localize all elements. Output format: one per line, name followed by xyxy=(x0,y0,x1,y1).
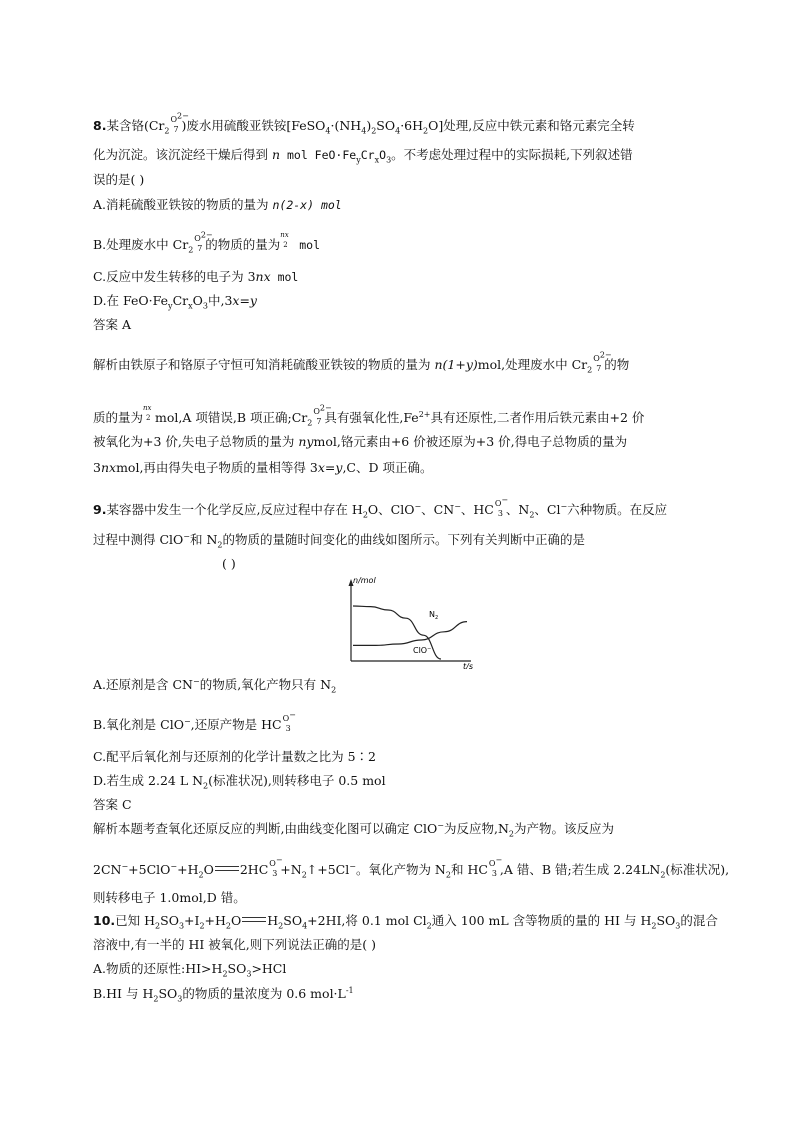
q9-number: 9. xyxy=(93,502,107,517)
q9-stem-line2: 过程中测得 ClO−和 $N_2$的物质的量随时间变化的曲线如图所示。下列有关判断中正确的是 xyxy=(93,531,586,550)
series-line-n2 xyxy=(353,622,467,646)
q9-option-c: C.配平后氧化剂与还原剂的化学计量数之比为 5∶2 xyxy=(93,749,376,764)
q8-explanation-line2: 质的量为 nx 2 mol,A 项错误,B 项正确$;Cr_2$ $O^{2-}$ 7 具有强氧化性$,Fe^{2+}$具有还原性,二者作用后铁元素由+2 价 xyxy=(93,403,645,428)
q8-option-c: C.反应中发生转移的电子为 3nx mol xyxy=(93,269,299,284)
q8-answer: 答案 A xyxy=(93,317,132,332)
q10-number: 10. xyxy=(93,913,116,928)
q9-option-d: D.若生成 2.24 L $N_2$(标准状况),则转移电子 0.5 mol xyxy=(93,773,386,791)
q10-option-b: B.HI 与 $H_2SO_3$的物质的量浓度为 0.6 $mol\cdot L^{-1}$ xyxy=(93,985,354,1004)
series-label-clo: ClO− xyxy=(413,646,432,655)
q9-explanation-line2: $2CN^-+5ClO^-+H_2O$ 2HC O− 3 $+N_2↑+5Cl^-$。氧化产物为 $N_2$和 HC O− 3 ,A 错、B 错;若生成 $2.24LN_2$(标准状况), xyxy=(93,855,730,880)
q9-answer: 答案 C xyxy=(93,797,132,812)
q8-option-a: A.消耗硫酸亚铁铵的物质的量为 n(2-x) mol xyxy=(93,197,342,212)
dichromate-ion: $O^{2-}$ 7 xyxy=(170,111,189,134)
q8-explanation-line1: 解析由铁原子和铬原子守恒可知消耗硫酸亚铁铵的物质的量为 n(1+y)mol,处理废水中 $Cr_2$ $O^{2-}$ 7 的物 xyxy=(93,350,630,375)
q9-option-b: B.氧化剂是 ClO−,还原产物是 HC O− 3 xyxy=(93,710,296,733)
bicarbonate-ion: O− 3 xyxy=(494,495,509,518)
q8-stem-line3: 误的是( ) xyxy=(93,172,145,187)
q10-option-a: A.物质的还原性$:HI>H_2SO_3>HCl$ xyxy=(93,961,287,979)
x-axis-label: t/s xyxy=(463,662,473,669)
q8-number: 8. xyxy=(93,118,107,133)
q8-option-b: B.处理废水中 $Cr_2$ $O^{2-}$ 7 的物质的量为 nx 2 mol xyxy=(93,230,320,255)
q9-option-a: A.还原剂是含 CN−的物质,氧化产物只有 $N_2$ xyxy=(93,676,337,695)
q10-stem-line2: 溶液中,有一半的 HI 被氧化,则下列说法正确的是( ) xyxy=(93,937,376,952)
fraction-nx-over-2: nx 2 xyxy=(280,231,289,249)
q9-chart xyxy=(333,573,479,669)
q9-explanation-line3: 则转移电子 1.0mol,D 错。 xyxy=(93,890,246,905)
q8-stem-line2: 化为沉淀。该沉淀经干燥后得到 n mol $FeO\cdot Fe_yCr_xO_3$。不考虑处理过程中的实际损耗,下列叙述错 xyxy=(93,147,633,165)
q8-stem-line1: 8.某含铬($Cr_2$ $O^{2-}$ 7 )废水用硫酸亚铁铵$[FeSO_4\cdot(NH_4)_2SO_4\cdot 6H_2O]$处理,反应中铁元素和铬元素完全转 xyxy=(93,111,635,136)
q8-explanation-line3: 被氧化为+3 价,失电子总物质的量为 nymol,铬元素由+6 价被还原为+3 价,得电子总物质的量为 xyxy=(93,434,628,449)
q10-stem-line1: 10.已知 $H_2SO_3+I_2+H_2O$ $H_2SO_4+2HI$,将 0.1 mol $Cl_2$通入 100 mL 含等物质的量的 HI 与 $H_2SO_3$的混合 xyxy=(93,913,718,931)
q9-explanation-line1: 解析本题考查氧化还原反应的判断,由曲线变化图可以确定 ClO−为反应物$,N_2$为产物。该反应为 xyxy=(93,820,614,839)
q9-stem-line1: 9.某容器中发生一个化学反应,反应过程中存在 $H_2O$、ClO−、CN−、HC O− 3 、$N_2$、Cl−六种物质。在反应 xyxy=(93,495,668,520)
y-axis-label: n/mol xyxy=(353,576,376,585)
q8-explanation-line4: 3nxmol,再由得失电子物质的量相等得 3x=y,C、D 项正确。 xyxy=(93,460,433,475)
q9-stem-line3: ( ) xyxy=(222,556,236,571)
equals-sign-icon xyxy=(242,917,266,922)
q8-option-d: D.在 $FeO\cdot Fe_yCr_xO_3$中,3x=y xyxy=(93,293,257,311)
equals-sign-icon xyxy=(215,866,239,871)
series-label-n2: $N_2$ xyxy=(429,610,439,621)
